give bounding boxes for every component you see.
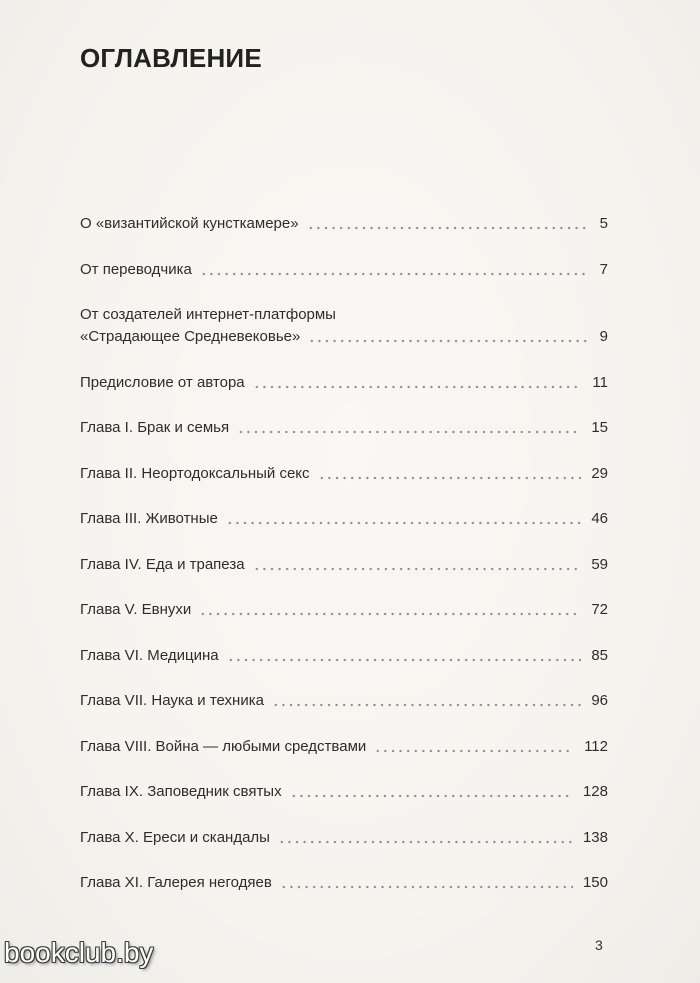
toc-entry-page-number: 72	[591, 601, 608, 618]
dot-leader	[318, 463, 582, 485]
toc-entry	[80, 213, 608, 235]
dot-leader	[290, 781, 573, 803]
toc-entry-page-number: 96	[591, 692, 608, 709]
toc-entry-page-number: 138	[582, 828, 608, 846]
toc-entry-page-number: 5	[599, 215, 608, 232]
toc-entry	[80, 690, 608, 712]
toc-entry-title: Глава VI. Медицина	[80, 646, 219, 664]
toc-entry-title: О «византийской кунсткамере»	[80, 215, 299, 232]
toc-entry	[80, 736, 608, 758]
dot-leader	[200, 259, 590, 281]
toc-entry-page-number: 7	[599, 260, 608, 278]
toc-entry-title: Глава VIII. Война — любыми средствами	[80, 737, 367, 755]
toc-entry-page-number: 9	[599, 328, 608, 345]
toc-entry-page-number: 150	[582, 874, 608, 891]
toc-entry-title: Глава XI. Галерея негодяев	[80, 874, 272, 891]
toc-entry	[80, 645, 608, 667]
toc-entry-page-number: 112	[584, 737, 608, 755]
toc-entry	[80, 372, 608, 394]
toc-entry-title: Глава V. Евнухи	[80, 601, 192, 618]
toc-entry-page-number: 128	[582, 783, 608, 800]
watermark: bookclub.by	[4, 937, 154, 968]
toc-entry	[80, 599, 608, 621]
dot-leader	[237, 417, 581, 439]
toc-entry	[80, 781, 608, 803]
dot-leader	[308, 326, 589, 348]
toc-entry	[80, 508, 608, 530]
dot-leader	[280, 872, 573, 894]
toc-entry-title: Предисловие от автора	[80, 373, 245, 391]
toc-entry-page-number: 85	[591, 646, 608, 664]
dot-leader	[226, 508, 581, 530]
toc-entry-title: Глава IX. Заповедник святых	[80, 783, 282, 800]
dot-leader	[253, 372, 583, 394]
toc-entry-page-number: 11	[592, 373, 608, 391]
toc-entry-title: Глава IV. Еда и трапеза	[80, 555, 245, 573]
toc-entry-page-number: 29	[591, 464, 608, 482]
toc-entry-title: Глава X. Ереси и скандалы	[80, 828, 270, 846]
toc-entry-title: Глава II. Неортодоксальный секс	[80, 464, 310, 482]
toc-entry-page-number: 59	[591, 555, 608, 573]
toc-entry	[80, 304, 608, 348]
dot-leader	[272, 690, 581, 712]
toc-entry-title-line: От создателей интернет-платформы	[80, 306, 336, 323]
dot-leader	[307, 213, 590, 235]
toc-entry-page-number: 46	[591, 510, 608, 527]
toc-entry-title: Глава III. Животные	[80, 510, 218, 527]
toc-entry	[80, 417, 608, 439]
dot-leader	[199, 599, 581, 621]
dot-leader	[374, 736, 574, 758]
dot-leader	[227, 645, 582, 667]
toc-entry-page-number: 15	[591, 419, 608, 436]
dot-leader	[253, 554, 582, 576]
table-of-contents	[80, 213, 608, 918]
toc-entry-title-line: «Страдающее Средневековье»	[80, 328, 301, 345]
toc-entry-title: Глава VII. Наука и техника	[80, 692, 264, 709]
dot-leader	[278, 827, 573, 849]
toc-entry-title: Глава I. Брак и семья	[80, 419, 230, 436]
toc-entry	[80, 872, 608, 894]
toc-entry	[80, 554, 608, 576]
folio-page-number: 3	[595, 937, 603, 953]
toc-entry	[80, 259, 608, 281]
toc-entry-title: От переводчика	[80, 260, 192, 278]
toc-entry	[80, 827, 608, 849]
toc-entry	[80, 463, 608, 485]
page-title: ОГЛАВЛЕНИЕ	[80, 43, 262, 73]
